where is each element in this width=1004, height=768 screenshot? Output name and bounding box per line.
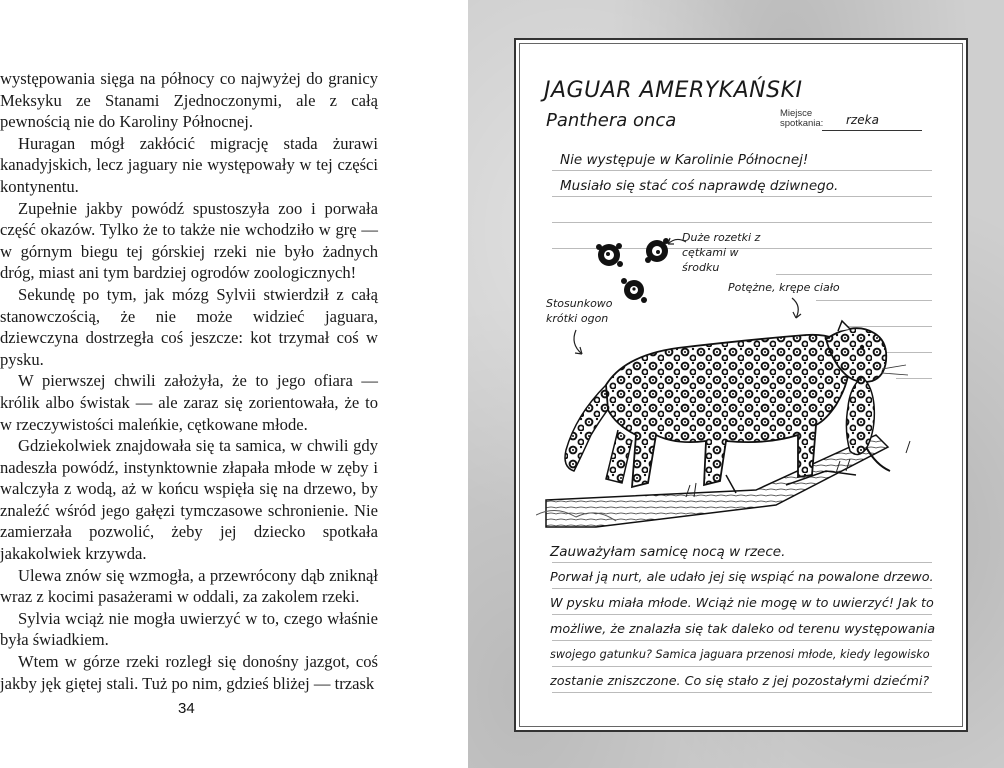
note-line: Porwał ją nurt, ale udało jej się wspiąć na powalone drzewo. — [550, 570, 934, 585]
ruled-line — [552, 588, 932, 589]
left-page — [0, 0, 470, 768]
page-number: 34 — [178, 700, 195, 717]
body-text — [0, 68, 378, 694]
ruled-line — [552, 196, 932, 197]
note-line: swojego gatunku? Samica jaguara przenosi młode, kiedy legowisko — [550, 648, 930, 661]
paragraph: Huragan mógł zakłócić migrację stada żurawi kanadyjskich, lecz jaguary nie występowały w tej części kontynentu. — [0, 133, 378, 196]
ruled-line — [552, 666, 932, 667]
ruled-line — [552, 692, 932, 693]
note-line: Zauważyłam samicę nocą w rzece. — [550, 544, 786, 560]
paragraph: występowania sięga na północy co najwyżej do granicy Meksyku ze Stanami Zjednoczonymi, ale z całą pewnością nie do Karoliny Północnej. — [0, 69, 378, 132]
meeting-place-label: Miejsce spotkania: — [780, 108, 824, 129]
meeting-place-value: rzeka — [846, 113, 879, 127]
paragraph: Ulewa znów się wzmogła, a przewrócony dąb zniknął wraz z kocimi pasażerami w oddali, za zakolem rzeki. — [0, 565, 378, 607]
note-line: możliwe, że znalazła się tak daleko od terenu występowania — [550, 622, 936, 637]
body-annotation: Potężne, krępe ciało — [728, 281, 840, 294]
ruled-line — [552, 170, 932, 171]
meeting-place-line — [822, 130, 922, 131]
paragraph: Sylvia wciąż nie mogła uwierzyć w to, czego właśnie była świadkiem. — [0, 608, 378, 650]
note-line: zostanie zniszczone. Co się stało z jej pozostałymi dziećmi? — [550, 674, 930, 689]
tail-annotation: Stosunkowo krótki ogon — [546, 297, 613, 325]
ruled-line — [552, 222, 932, 223]
note-line: W pysku miała młode. Wciąż nie mogę w to uwierzyć! Jak to — [550, 596, 934, 611]
paragraph: Zupełnie jakby powódź spustoszyła zoo i porwała część okazów. Tylko że to także nie wchodziło w grę — w górnym biegu tej górskiej rzeki nie było żadnych dróg, miast ani tym bardziej ogrodów zoologicznych! — [0, 198, 378, 283]
jaguar-illustration — [536, 235, 946, 535]
paragraph: W pierwszej chwili założyła, że to jego ofiara — królik albo świstak — ale zaraz się zorientowała, że to w rzeczywistości maleńkie, cętkowane młode. — [0, 371, 378, 434]
ruled-line — [552, 614, 932, 615]
right-page — [468, 0, 1004, 768]
note-line: Musiało się stać coś naprawdę dziwnego. — [560, 178, 839, 194]
paragraph: Gdziekolwiek znajdowała się ta samica, w chwili gdy nadeszła powódź, instynktownie złapała młode w zęby i walczyła z wodą, aż w końcu wspięła się na drzewo, by znaleźć wśród jego gałęzi tymczasowe schronienie. Nie zamierzała pozwolić, żeby jej dziecko spotkała jakakolwiek krzywda. — [0, 436, 378, 564]
rosettes-annotation: Duże rozetki z cętkami w środku — [682, 231, 761, 274]
field-notes-card — [514, 38, 968, 732]
latin-name: Panthera onca — [546, 110, 677, 131]
paragraph: Sekundę po tym, jak mózg Sylvii stwierdził z całą stanowczością, że nie może widzieć jaguara, dziewczyna dostrzegła coś jeszcze: kot trzymał coś w pysku. — [0, 284, 378, 369]
paragraph: Wtem w górze rzeki rozległ się donośny jazgot, coś jakby jęk giętej stali. Tuż po nim, gdzieś bliżej — trzask — [0, 652, 378, 693]
ruled-line — [552, 562, 932, 563]
species-title: JAGUAR AMERYKAŃSKI — [544, 78, 803, 103]
ruled-line — [552, 640, 932, 641]
note-line: Nie występuje w Karolinie Północnej! — [560, 152, 809, 168]
